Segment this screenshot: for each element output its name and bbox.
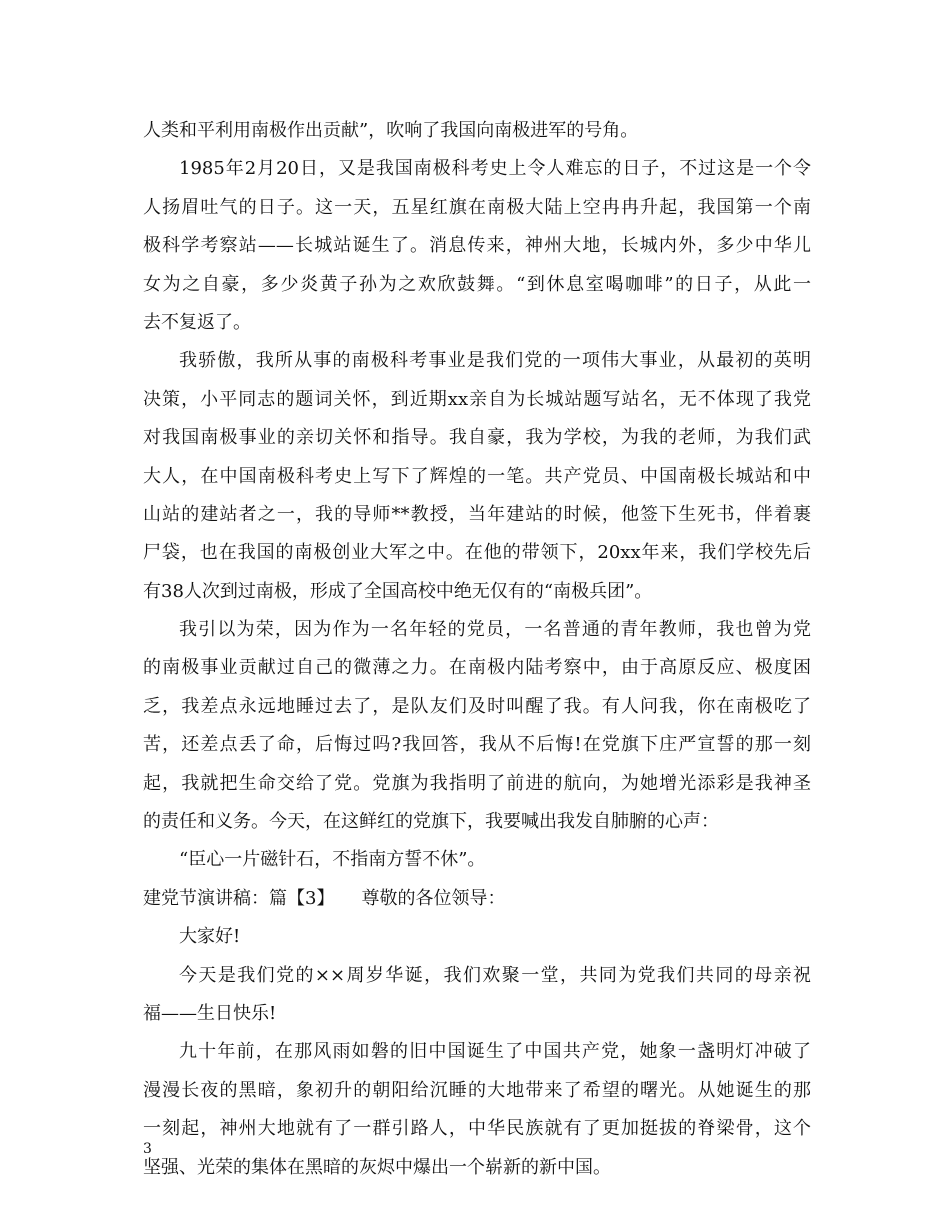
text-line: 坚强、光荣的集体在黑暗的灰烬中爆出一个崭新的新中国。: [143, 1156, 611, 1178]
text-line: 漫漫长夜的黑暗，象初升的朝阳给沉睡的大地带来了希望的曙光。从她诞生的那: [143, 1079, 811, 1101]
text-line: 起，我就把生命交给了党。党旗为我指明了前进的航向，为她增光添彩是我神圣: [143, 772, 811, 794]
text-line: 有38人次到过南极，形成了全国高校中绝无仅有的“南极兵团”。: [143, 580, 653, 602]
text-line: 1985年2月20日，又是我国南极科考史上令人难忘的日子，不过这是一个令: [179, 158, 811, 180]
document-body: [143, 112, 811, 1187]
text-line: 苦，还差点丢了命，后悔过吗?我回答，我从不后悔!在党旗下庄严宣誓的那一刻: [143, 734, 811, 756]
text-line: 我引以为荣，因为作为一名年轻的党员，一名普通的青年教师，我也曾为党: [179, 619, 811, 641]
text-line: 一刻起，神州大地就有了一群引路人，中华民族就有了更加挺拔的脊梁骨，这个: [143, 1118, 811, 1140]
text-line: 女为之自豪，多少炎黄子孙为之欢欣鼓舞。“到休息室喝咖啡”的日子，从此一: [143, 273, 811, 295]
page-number: 3: [143, 1141, 152, 1157]
text-line: 决策，小平同志的题词关怀，到近期xx亲自为长城站题写站名，无不体现了我党: [143, 388, 811, 410]
text-line: 山站的建站者之一，我的导师**教授，当年建站的时候，他签下生死书，伴着裹: [143, 503, 811, 525]
text-line: 去不复返了。: [143, 311, 251, 333]
text-line: 对我国南极事业的亲切关怀和指导。我自豪，我为学校，为我的老师，为我们武: [143, 427, 811, 449]
text-line: 大人，在中国南极科考史上写下了辉煌的一笔。共产党员、中国南极长城站和中: [143, 465, 811, 487]
text-line: 的责任和义务。今天，在这鲜红的党旗下，我要喊出我发自肺腑的心声：: [143, 811, 719, 833]
text-line: “臣心一片磁针石，不指南方誓不休”。: [179, 849, 486, 871]
text-line: 尸袋，也在我国的南极创业大军之中。在他的带领下，20xx年来，我们学校先后: [143, 542, 811, 564]
text-line: 福——生日快乐!: [143, 1002, 277, 1024]
text-line: 大家好!: [179, 926, 241, 948]
text-line: 今天是我们党的××周岁华诞，我们欢聚一堂，共同为党我们共同的母亲祝: [179, 964, 811, 986]
text-line: 人扬眉吐气的日子。这一天，五星红旗在南极大陆上空冉冉升起，我国第一个南: [143, 196, 811, 218]
text-line: 乏，我差点永远地睡过去了，是队友们及时叫醒了我。有人问我，你在南极吃了: [143, 695, 811, 717]
text-line: 人类和平利用南极作出贡献”，吹响了我国向南极进军的号角。: [143, 120, 639, 141]
text-line: 建党节演讲稿：篇【3】 尊敬的各位领导：: [143, 887, 506, 909]
text-line: 九十年前，在那风雨如磐的旧中国诞生了中国共产党，她象一盏明灯冲破了: [179, 1041, 811, 1063]
text-line: 的南极事业贡献过自己的微薄之力。在南极内陆考察中，由于高原反应、极度困: [143, 657, 811, 679]
text-line: 极科学考察站——长城站诞生了。消息传来，神州大地，长城内外，多少中华儿: [143, 235, 811, 257]
text-line: 我骄傲，我所从事的南极科考事业是我们党的一项伟大事业，从最初的英明: [179, 350, 811, 372]
